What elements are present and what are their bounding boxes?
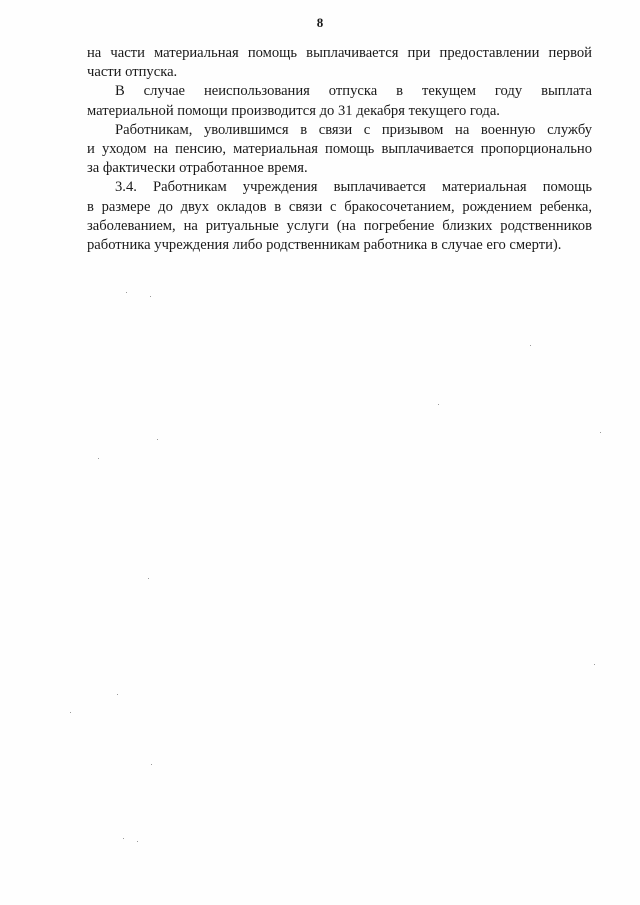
paragraph-vacation-assistance (87, 44, 592, 82)
text-line: 3.4. Работникам учреждения выплачивается материальная помощь (115, 179, 592, 196)
paragraph-dismissed-employees (87, 121, 592, 179)
scan-speck (98, 458, 99, 459)
text-line: В случае неиспользования отпуска в текущем году выплата (115, 83, 592, 100)
scan-speck (148, 578, 149, 579)
scan-speck (157, 439, 158, 440)
text-line: в размере до двух окладов в связи с бракосочетанием, рождением ребенка, (87, 198, 592, 215)
text-line: заболеванием, на ритуальные услуги (на погребение близких родственников (87, 217, 592, 234)
scan-speck (530, 345, 531, 346)
text-line: на части материальная помощь выплачивается при предоставлении первой (87, 45, 592, 61)
page-number: 8 (316, 15, 324, 30)
scan-speck (117, 694, 118, 695)
text-line: за фактически отработанное время. (87, 160, 308, 177)
scan-speck (70, 712, 71, 713)
scan-speck (137, 841, 138, 842)
scan-speck (594, 664, 595, 665)
text-line: материальной помощи производится до 31 декабря текущего года. (87, 102, 500, 119)
paragraph-section-3-4 (87, 178, 592, 255)
text-line: части отпуска. (87, 64, 178, 81)
scan-speck (150, 296, 151, 297)
scan-speck (438, 404, 439, 405)
scan-speck (126, 292, 127, 293)
scan-speck (123, 838, 124, 839)
scan-speck (600, 432, 601, 433)
paragraph-unused-vacation (87, 82, 592, 120)
document-body (87, 44, 592, 255)
text-line: и уходом на пенсию, материальная помощь выплачивается пропорционально (87, 141, 592, 158)
text-line: Работникам, уволившимся в связи с призывом на военную службу (115, 121, 592, 138)
scan-speck (151, 764, 152, 765)
text-line: работника учреждения либо родственникам работника в случае его смерти). (87, 237, 562, 254)
